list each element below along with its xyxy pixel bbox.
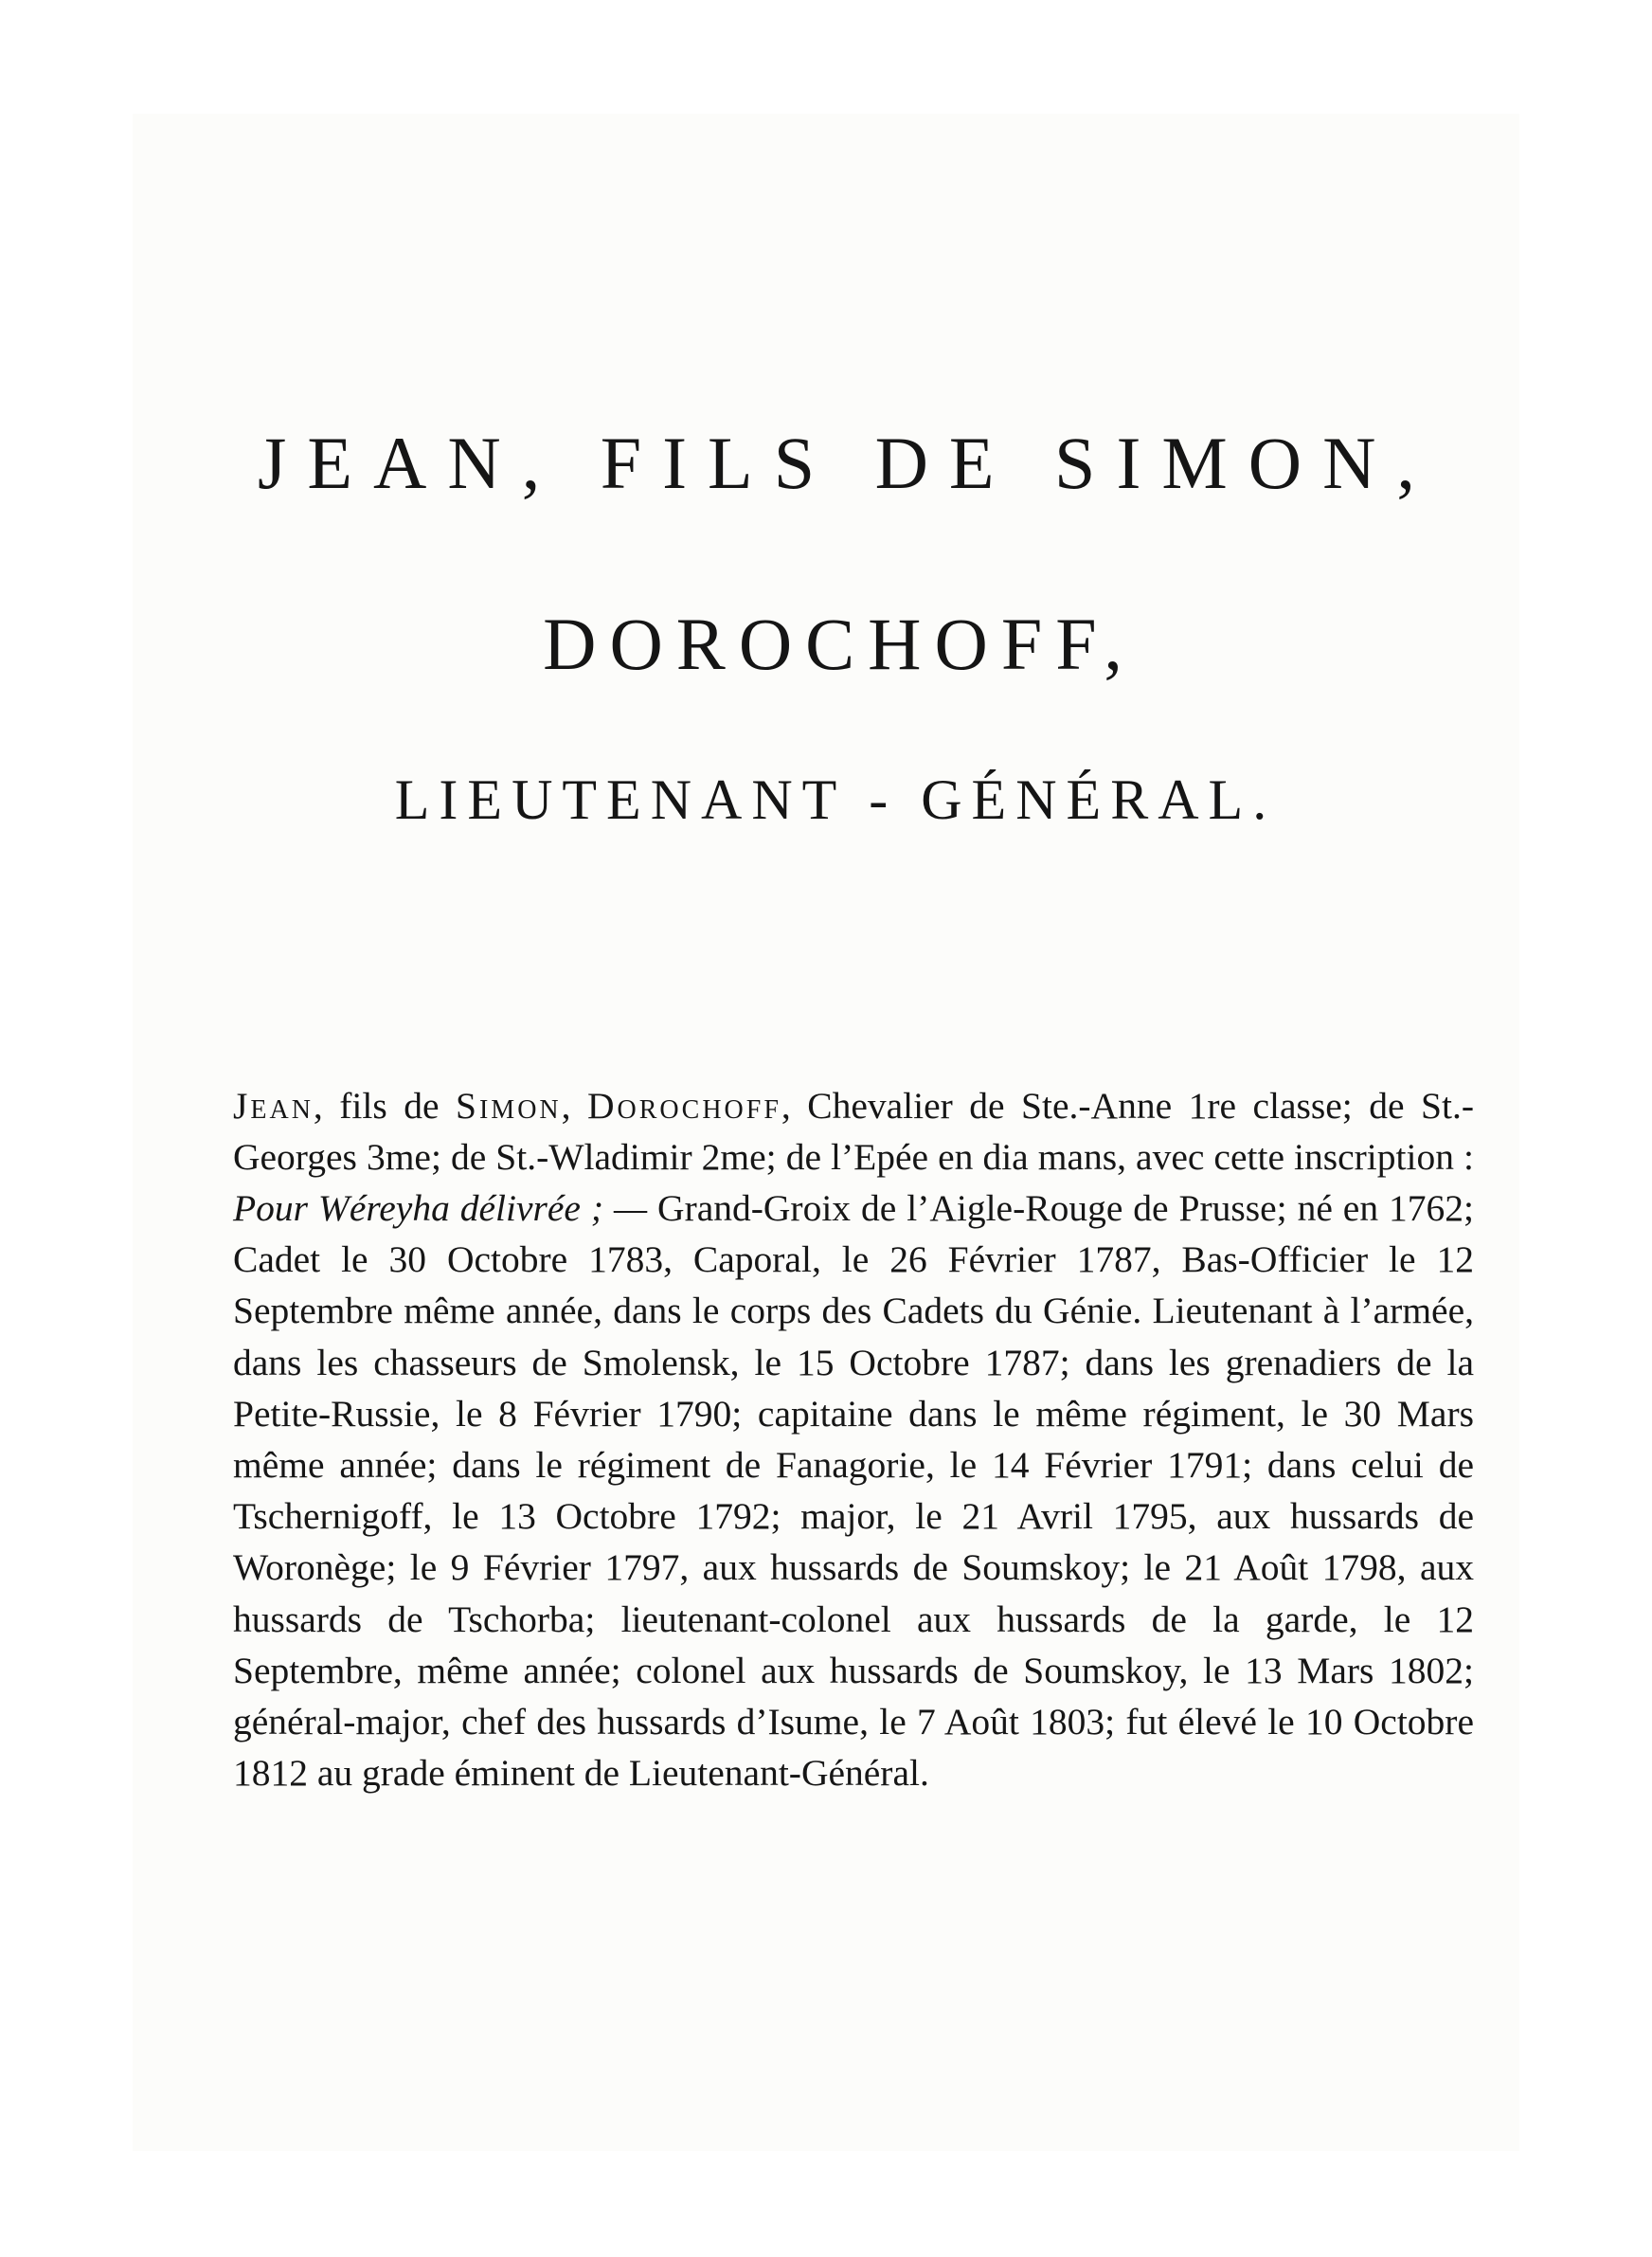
family-name: Dorochoff: [587, 1084, 781, 1127]
title-surname: DOROCHOFF,: [543, 602, 1136, 685]
first-name: Jean: [233, 1084, 314, 1127]
biography-paragraph: [233, 1080, 1474, 1799]
career-text: Grand-Groix de l’Aigle-Rouge de Prusse; né en 1762; Cadet le 30 Octobre 1783, Caporal, le 26 Février 1787, Bas-Officier le 12 Septembre même année, dans le corps des Cadets du Génie. Lieutenant à l’armée, dans les chasseurs de Smolensk, le 15 Octobre 1787; dans les grenadiers de la Petite-Russie, le 8 Février 1790; capitaine dans le même régiment, le 30 Mars même année; dans le régiment de Fanagorie, le 14 Février 1791; dans celui de Tschernigoff, le 13 Octobre 1792; major, le 21 Avril 1795, aux hussards de Woronège; le 9 Février 1797, aux hussards de Soumskoy; le 21 Août 1798, aux hussards de Tschorba; lieutenant-colonel aux hussards de la garde, le 12 Septembre, même année; colonel aux hussards de Soumskoy, le 13 Mars 1802; général-major, chef des hussards d’Isume, le 7 Août 1803; fut élevé le 10 Octobre 1812 au grade éminent de Lieutenant-Général.: [233, 1186, 1474, 1795]
honours-text: , Chevalier de Ste.-Anne 1re classe; de St.-Georges 3me; de St.-Wladimir 2me; de l’Epée en dia mans, avec cette inscription :: [233, 1084, 1474, 1178]
separator-2: ,: [561, 1084, 587, 1127]
title-name: JEAN, FILS DE SIMON,: [258, 422, 1436, 505]
father-name: Simon: [456, 1084, 562, 1127]
title-rank: LIEUTENANT - GÉNÉRAL.: [394, 768, 1277, 831]
inscription-text: Pour Wéreyha délivrée ; —: [233, 1186, 648, 1229]
separator-1: , fils de: [313, 1084, 456, 1127]
